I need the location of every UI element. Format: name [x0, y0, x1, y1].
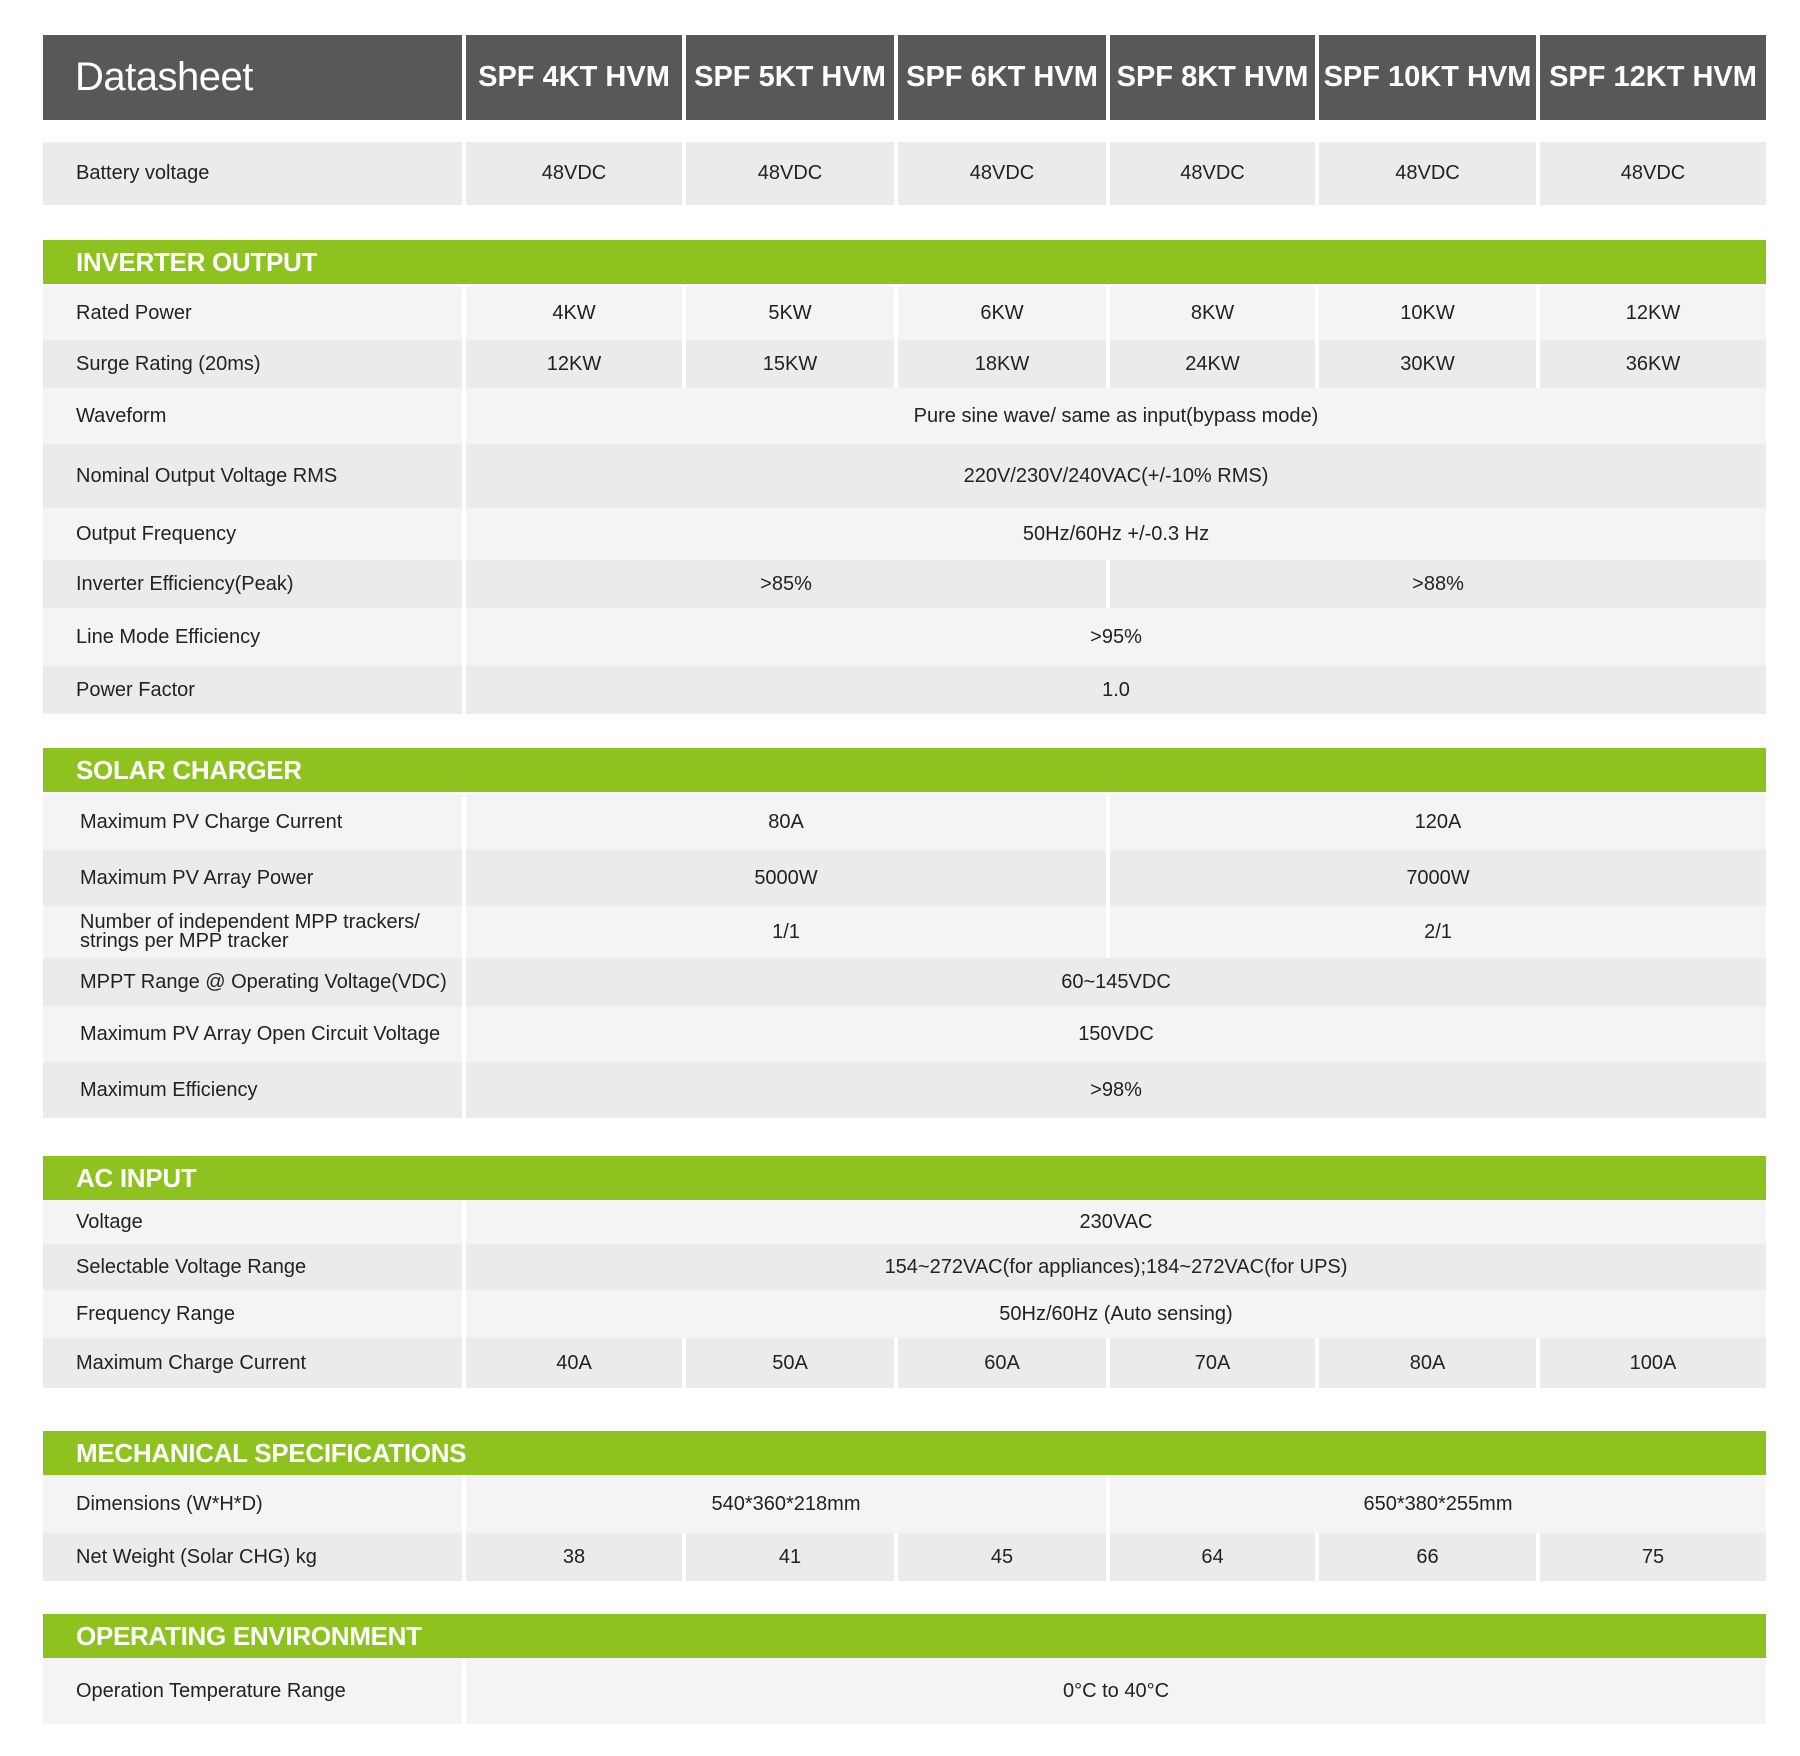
spec-value: 154~272VAC(for appliances);184~272VAC(for UPS) [466, 1244, 1766, 1290]
section-solar-charger: SOLAR CHARGER [43, 748, 1766, 792]
row-label-line: strings per MPP tracker [80, 930, 289, 952]
model-header: SPF 10KT HVM [1319, 35, 1536, 120]
spec-value: 1/1 [466, 906, 1106, 958]
row-label: Net Weight (Solar CHG) kg [43, 1533, 462, 1581]
datasheet-title: Datasheet [43, 35, 462, 120]
spec-value: 0°C to 40°C [466, 1658, 1766, 1724]
spec-value: 40A [466, 1338, 682, 1388]
section-ac-input: AC INPUT [43, 1156, 1766, 1200]
row-label: Power Factor [43, 666, 462, 714]
spec-value: Pure sine wave/ same as input(bypass mode) [466, 388, 1766, 444]
spec-value: 41 [686, 1533, 894, 1581]
spec-value: 100A [1540, 1338, 1766, 1388]
spec-value: 7000W [1110, 850, 1766, 906]
spec-value: 80A [466, 794, 1106, 850]
spec-value: 80A [1319, 1338, 1536, 1388]
spec-value: 45 [898, 1533, 1106, 1581]
spec-value: 48VDC [1540, 142, 1766, 205]
row-label: Line Mode Efficiency [43, 608, 462, 666]
row-label: Battery voltage [43, 142, 462, 205]
spec-value: 48VDC [1319, 142, 1536, 205]
spec-value: 50A [686, 1338, 894, 1388]
spec-value: 120A [1110, 794, 1766, 850]
spec-value: 220V/230V/240VAC(+/-10% RMS) [466, 444, 1766, 508]
spec-value: 5000W [466, 850, 1106, 906]
spec-value: 60~145VDC [466, 958, 1766, 1006]
model-header: SPF 12KT HVM [1540, 35, 1766, 120]
spec-value: 12KW [466, 340, 682, 388]
spec-value: 540*360*218mm [466, 1475, 1106, 1533]
spec-value: >85% [466, 560, 1106, 608]
row-label: Selectable Voltage Range [43, 1244, 462, 1290]
spec-value: 64 [1110, 1533, 1315, 1581]
spec-value: 50Hz/60Hz (Auto sensing) [466, 1290, 1766, 1338]
section-mechanical: MECHANICAL SPECIFICATIONS [43, 1431, 1766, 1475]
spec-value: 36KW [1540, 340, 1766, 388]
row-label: Nominal Output Voltage RMS [43, 444, 462, 508]
spec-value: 66 [1319, 1533, 1536, 1581]
row-label: Maximum PV Array Power [43, 850, 462, 906]
spec-value: 6KW [898, 286, 1106, 340]
model-header: SPF 4KT HVM [466, 35, 682, 120]
row-label: Dimensions (W*H*D) [43, 1475, 462, 1533]
spec-value: 650*380*255mm [1110, 1475, 1766, 1533]
row-label: Output Frequency [43, 508, 462, 560]
spec-value: 2/1 [1110, 906, 1766, 958]
spec-value: 48VDC [1110, 142, 1315, 205]
spec-value: 70A [1110, 1338, 1315, 1388]
spec-value: 38 [466, 1533, 682, 1581]
model-header: SPF 8KT HVM [1110, 35, 1315, 120]
spec-value: >98% [466, 1062, 1766, 1118]
spec-value: 15KW [686, 340, 894, 388]
spec-value: 230VAC [466, 1200, 1766, 1244]
row-label: Maximum PV Array Open Circuit Voltage [43, 1006, 462, 1062]
spec-value: 1.0 [466, 666, 1766, 714]
row-label: Surge Rating (20ms) [43, 340, 462, 388]
model-header: SPF 5KT HVM [686, 35, 894, 120]
row-label [43, 906, 462, 958]
row-label: Voltage [43, 1200, 462, 1244]
spec-value: 60A [898, 1338, 1106, 1388]
spec-value: 48VDC [466, 142, 682, 205]
row-label: Operation Temperature Range [43, 1658, 462, 1724]
spec-value: 10KW [1319, 286, 1536, 340]
section-inverter-output: INVERTER OUTPUT [43, 240, 1766, 284]
spec-value: 30KW [1319, 340, 1536, 388]
row-label: Maximum Charge Current [43, 1338, 462, 1388]
row-label-line: Number of independent MPP trackers/ [80, 911, 420, 933]
row-label: MPPT Range @ Operating Voltage(VDC) [43, 958, 462, 1006]
spec-value: 75 [1540, 1533, 1766, 1581]
spec-value: 48VDC [898, 142, 1106, 205]
spec-value: 150VDC [466, 1006, 1766, 1062]
section-operating-environment: OPERATING ENVIRONMENT [43, 1614, 1766, 1658]
spec-value: 18KW [898, 340, 1106, 388]
row-label: Waveform [43, 388, 462, 444]
spec-value: 8KW [1110, 286, 1315, 340]
row-label: Maximum Efficiency [43, 1062, 462, 1118]
row-label: Maximum PV Charge Current [43, 794, 462, 850]
spec-value: >95% [466, 608, 1766, 666]
spec-value: 12KW [1540, 286, 1766, 340]
spec-value: >88% [1110, 560, 1766, 608]
row-label: Frequency Range [43, 1290, 462, 1338]
row-label: Inverter Efficiency(Peak) [43, 560, 462, 608]
spec-value: 4KW [466, 286, 682, 340]
spec-value: 48VDC [686, 142, 894, 205]
spec-value: 50Hz/60Hz +/-0.3 Hz [466, 508, 1766, 560]
model-header: SPF 6KT HVM [898, 35, 1106, 120]
spec-value: 5KW [686, 286, 894, 340]
spec-value: 24KW [1110, 340, 1315, 388]
row-label: Rated Power [43, 286, 462, 340]
